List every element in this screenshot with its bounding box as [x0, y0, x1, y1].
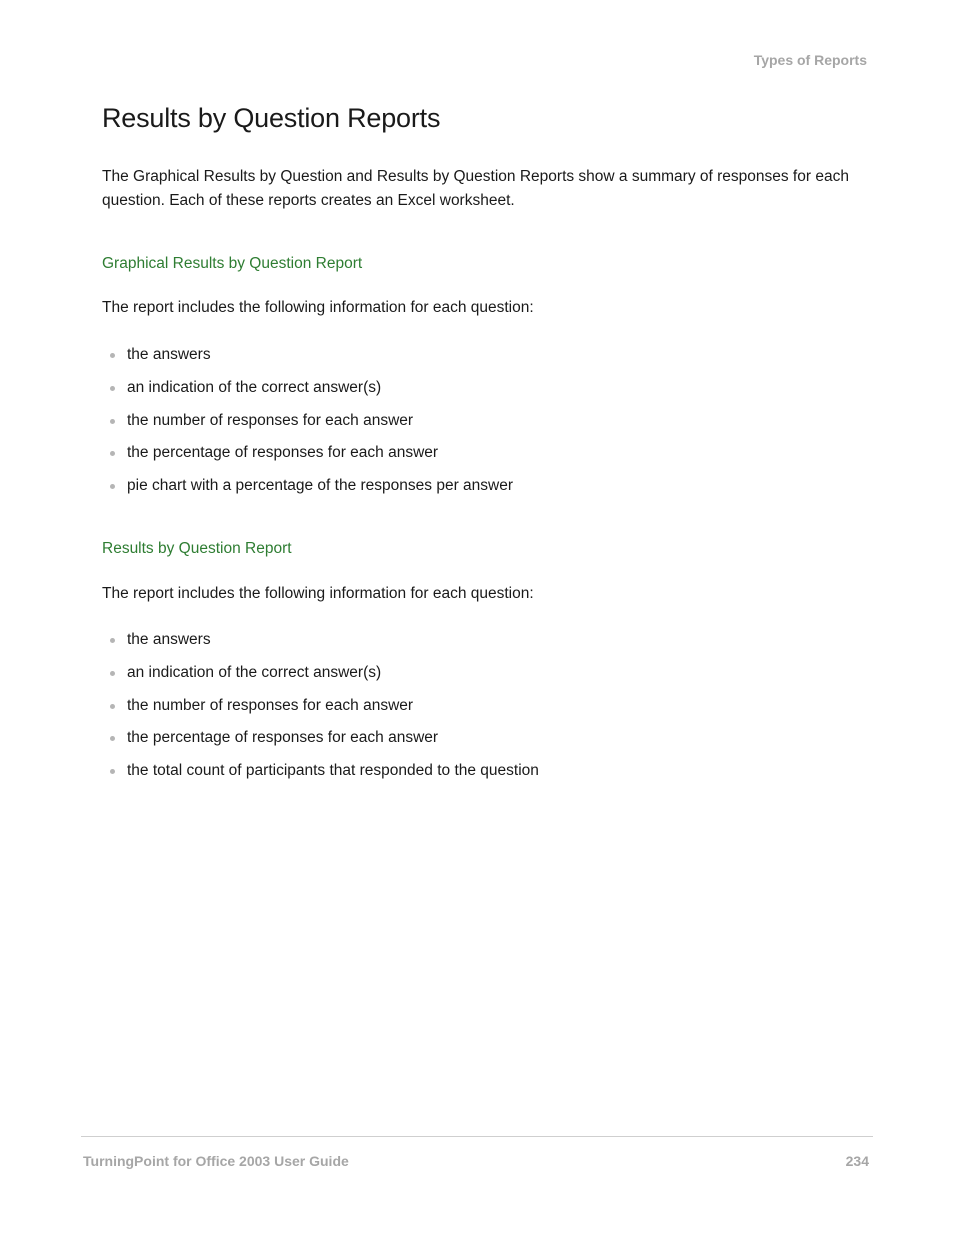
bullet-dot-icon: [110, 386, 115, 391]
section-heading-graphical: Graphical Results by Question Report: [102, 255, 363, 272]
list-item-text: the number of responses for each answer: [127, 411, 414, 429]
list-item-text: pie chart with a percentage of the responses per answer: [127, 477, 514, 495]
list-item: [110, 661, 539, 694]
section-lead-graphical: The report includes the following information for each question:: [102, 299, 534, 316]
list-item-text: the number of responses for each answer: [127, 696, 414, 714]
page-title: Results by Question Reports: [102, 103, 441, 133]
list-item-text: an indication of the correct answer(s): [127, 378, 382, 396]
section-lead-results: The report includes the following information for each question:: [102, 585, 534, 602]
footer-guide-title: TurningPoint for Office 2003 User Guide: [83, 1153, 349, 1169]
list-item: [110, 441, 513, 474]
running-header: Types of Reports: [753, 52, 867, 68]
list-item: [110, 628, 539, 661]
bullet-dot-icon: [110, 769, 115, 774]
bullet-dot-icon: [110, 484, 115, 489]
bullet-dot-icon: [110, 353, 115, 358]
bullet-list-results: [110, 628, 539, 792]
list-item: [110, 726, 539, 759]
list-item-text: the answers: [127, 631, 211, 648]
list-item-text: an indication of the correct answer(s): [127, 663, 382, 681]
list-item: [110, 759, 539, 792]
section-heading-results: Results by Question Report: [102, 540, 292, 557]
intro-paragraph: The Graphical Results by Question and Results by Question Reports show a summary of responses for each question. Each of these reports creates an Excel worksheet.: [102, 168, 849, 209]
list-item-text: the percentage of responses for each answer: [127, 729, 439, 747]
bullet-dot-icon: [110, 736, 115, 741]
list-item: [110, 694, 539, 727]
list-item: [110, 409, 513, 442]
footer-divider: [81, 1136, 873, 1137]
list-item: [110, 343, 513, 376]
bullet-dot-icon: [110, 451, 115, 456]
list-item-text: the answers: [127, 346, 211, 363]
list-item-text: the total count of participants that responded to the question: [127, 762, 539, 780]
bullet-dot-icon: [110, 638, 115, 643]
bullet-dot-icon: [110, 671, 115, 676]
list-item: [110, 376, 513, 409]
page-number: 234: [845, 1153, 869, 1169]
bullet-list-graphical: [110, 343, 513, 507]
bullet-dot-icon: [110, 419, 115, 424]
list-item: [110, 474, 513, 507]
bullet-dot-icon: [110, 704, 115, 709]
list-item-text: the percentage of responses for each answer: [127, 444, 439, 462]
